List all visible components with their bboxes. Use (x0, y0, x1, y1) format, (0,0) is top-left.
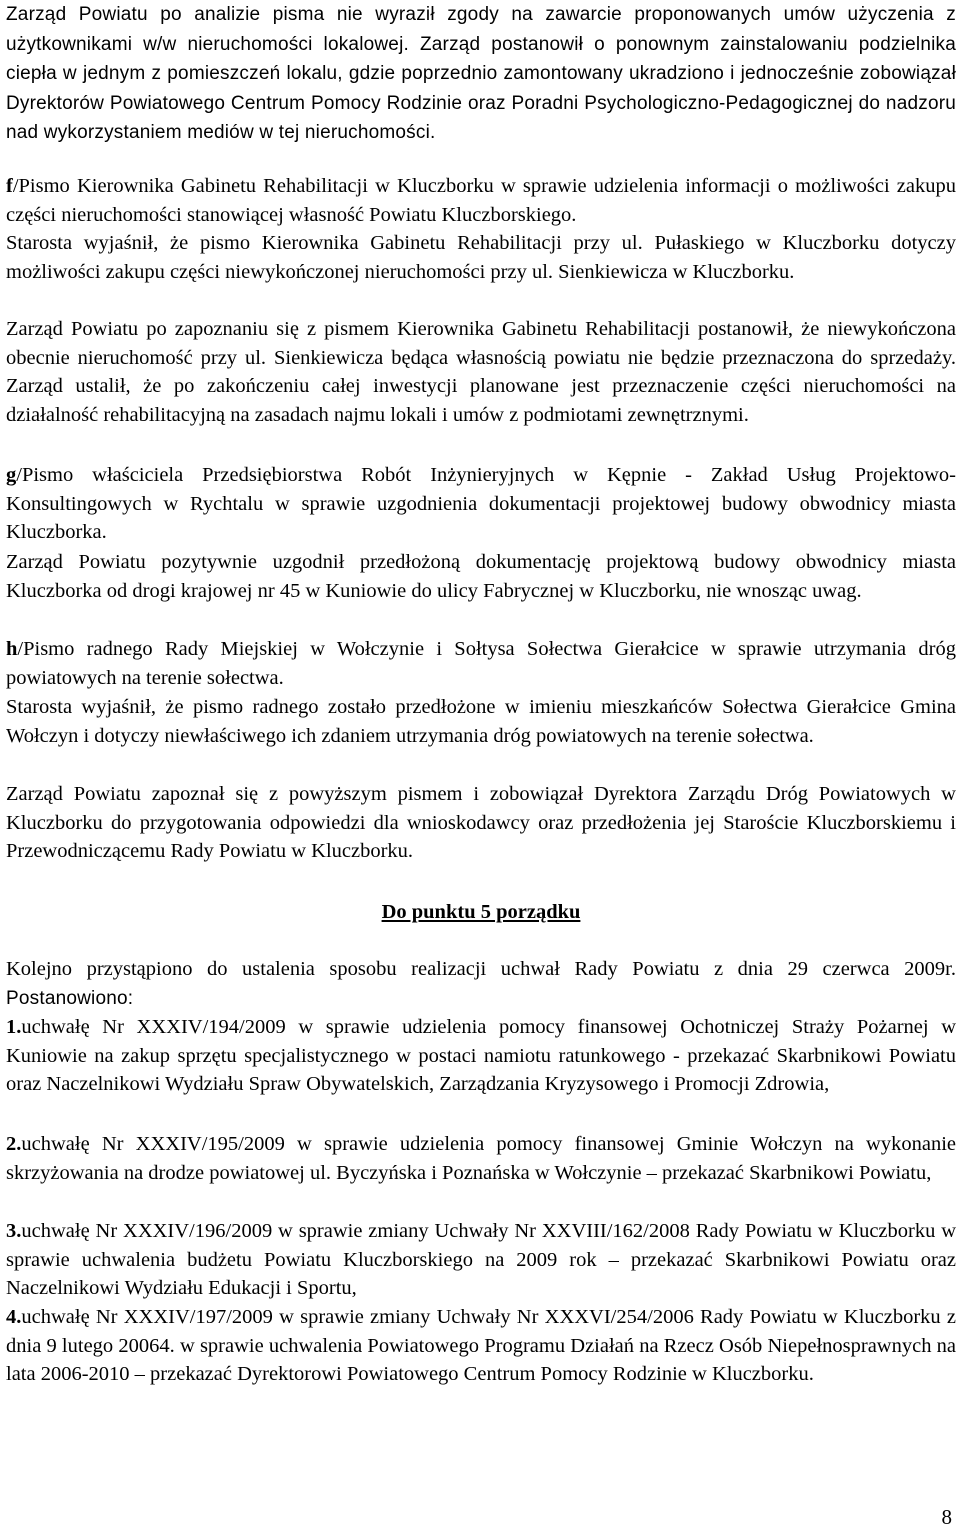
item-g-board-decision: Zarząd Powiatu pozytywnie uzgodnił przedłożoną dokumentację projektową budowy obwodnicy miasta Kluczborka od drogi krajowej nr 45 w Kuniowie do ulicy Fabrycznej w Kluczborku, nie wnosząc uwag. (6, 551, 956, 602)
resolution-item-3 (6, 1217, 956, 1303)
item-g-letter-text: /Pismo właściciela Przedsiębiorstwa Robót Inżynieryjnych w Kępnie - Zakład Usług Projektowo-Konsultingowych w Rychtalu w sprawie uzgodnienia dokumentacji projektowej budowy obwodnicy miasta Kluczborka. (6, 464, 956, 543)
item-f-board-decision: Zarząd Powiatu po zapoznaniu się z pismem Kierownika Gabinetu Rehabilitacji postanowił, że niewykończona obecnie nieruchomość przy ul. Sienkiewicza będąca własnością powiatu nie będzie przeznaczona do sprzedaży. Zarząd ustalił, że po zakończeniu całej inwestycji planowane jest przeznaczenie części nieruchomości na działalność rehabilitacyjną na zasadach najmu lokali i umów z podmiotami zewnętrznymi. (6, 318, 956, 426)
item-h-starosta-explanation: Starosta wyjaśnił, że pismo radnego zostało przedłożone w imieniu mieszkańców Sołectwa Gierałcice Gmina Wołczyn i dotyczy niewłaściwego ich zdaniem utrzymania dróg powiatowych na terenie sołectwa. (6, 696, 956, 747)
section-heading: Do punktu 5 porządku (381, 901, 581, 923)
resolution-item-1-number: 1. (6, 1016, 22, 1038)
item-h-letter-text: /Pismo radnego Rady Miejskiej w Wołczynie i Sołtysa Sołectwa Gierałcice w sprawie utrzymania dróg powiatowych na terenie sołectwa. (6, 638, 956, 689)
point-5-intro (6, 955, 956, 1013)
resolution-item-1-text: uchwałę Nr XXXIV/194/2009 w sprawie udzielenia pomocy finansowej Ochotniczej Straży Pożarnej w Kuniowie na zakup sprzętu specjalistycznego w postaci namiotu ratunkowego - przekazać Skarbnikowi Powiatu oraz Naczelnikowi Wydziału Spraw Obywatelskich, Zarządzania Kryzysowego i Promocji Zdrowia, (6, 1016, 956, 1095)
item-h-letter (6, 635, 956, 692)
item-g-letter (6, 461, 956, 547)
resolution-item-2 (6, 1130, 956, 1187)
resolution-item-2-number: 2. (6, 1133, 22, 1155)
resolution-item-3-text: uchwałę Nr XXXIV/196/2009 w sprawie zmiany Uchwały Nr XXVIII/162/2008 Rady Powiatu w Kluczborku w sprawie uchwalenia budżetu Powiatu Kluczborskiego na 2009 rok – przekazać Skarbnikowi Powiatu oraz Naczelnikowi Wydziału Edukacji i Sportu, (6, 1220, 956, 1299)
page-number: 8 (941, 1505, 952, 1529)
point-5-intro-decided: Postanowiono: (6, 987, 134, 1009)
item-f-letter (6, 172, 956, 229)
point-5-intro-text: Kolejno przystąpiono do ustalenia sposobu realizacji uchwał Rady Powiatu z dnia 29 czerwca 2009r. (6, 958, 956, 980)
resolution-item-2-text: uchwałę Nr XXXIV/195/2009 w sprawie udzielenia pomocy finansowej Gminie Wołczyn na wykonanie skrzyżowania na drodze powiatowej ul. Byczyńska i Poznańska w Wołczynie – przekazać Skarbnikowi Powiatu, (6, 1133, 956, 1184)
item-f-marker: f (6, 175, 13, 197)
item-h-marker: h (6, 638, 18, 660)
resolution-item-3-number: 3. (6, 1220, 22, 1242)
resolution-item-4 (6, 1303, 956, 1389)
intro-text-sans: Zarząd Powiatu po analizie pisma nie wyraził zgody na zawarcie proponowanych umów użyczenia z użytkownikami w/w nieruchomości lokalowej. (6, 4, 956, 55)
item-g-marker: g (6, 464, 17, 486)
item-f-letter-text: /Pismo Kierownika Gabinetu Rehabilitacji w Kluczborku w sprawie udzielenia informacji o możliwości zakupu części nieruchomości stanowiącej własność Powiatu Kluczborskiego. (6, 175, 956, 226)
item-h-board-decision: Zarząd Powiatu zapoznał się z powyższym pismem i zobowiązał Dyrektora Zarządu Dróg Powiatowych w Kluczborku do przygotowania odpowiedzi dla wnioskodawcy oraz przedłożenia jej Staroście Kluczborskiemu i Przewodniczącemu Rady Powiatu w Kluczborku. (6, 783, 956, 862)
item-f-starosta-explanation: Starosta wyjaśnił, że pismo Kierownika Gabinetu Rehabilitacji przy ul. Pułaskiego w Kluczborku dotyczy możliwości zakupu części niewykończonej nieruchomości przy ul. Sienkiewicza w Kluczborku. (6, 232, 956, 283)
resolution-item-4-text: uchwałę Nr XXXIV/197/2009 w sprawie zmiany Uchwały Nr XXXVI/254/2006 Rady Powiatu w Kluczborku z dnia 9 lutego 20064. w sprawie uchwalenia Powiatowego Programu Działań na Rzecz Osób Niepełnosprawnych na lata 2006-2010 – przekazać Dyrektorowi Powiatowego Centrum Pomocy Rodzinie w Kluczborku. (6, 1306, 956, 1385)
intro-text-sans-continued: Zarząd postanowił o ponownym zainstalowaniu podzielnika ciepła w jednym z pomieszczeń lokalu, gdzie poprzednio zamontowany ukradziono i jednocześnie zobowiązał Dyrektorów Powiatowego Centrum Pomocy Rodzinie oraz Poradni Psychologiczno-Pedagogicznej do nadzoru nad wykorzystaniem mediów w tej nieruchomości. (6, 33, 956, 143)
resolution-item-1 (6, 1013, 956, 1099)
resolution-item-4-number: 4. (6, 1306, 22, 1328)
intro-paragraph (6, 0, 956, 148)
